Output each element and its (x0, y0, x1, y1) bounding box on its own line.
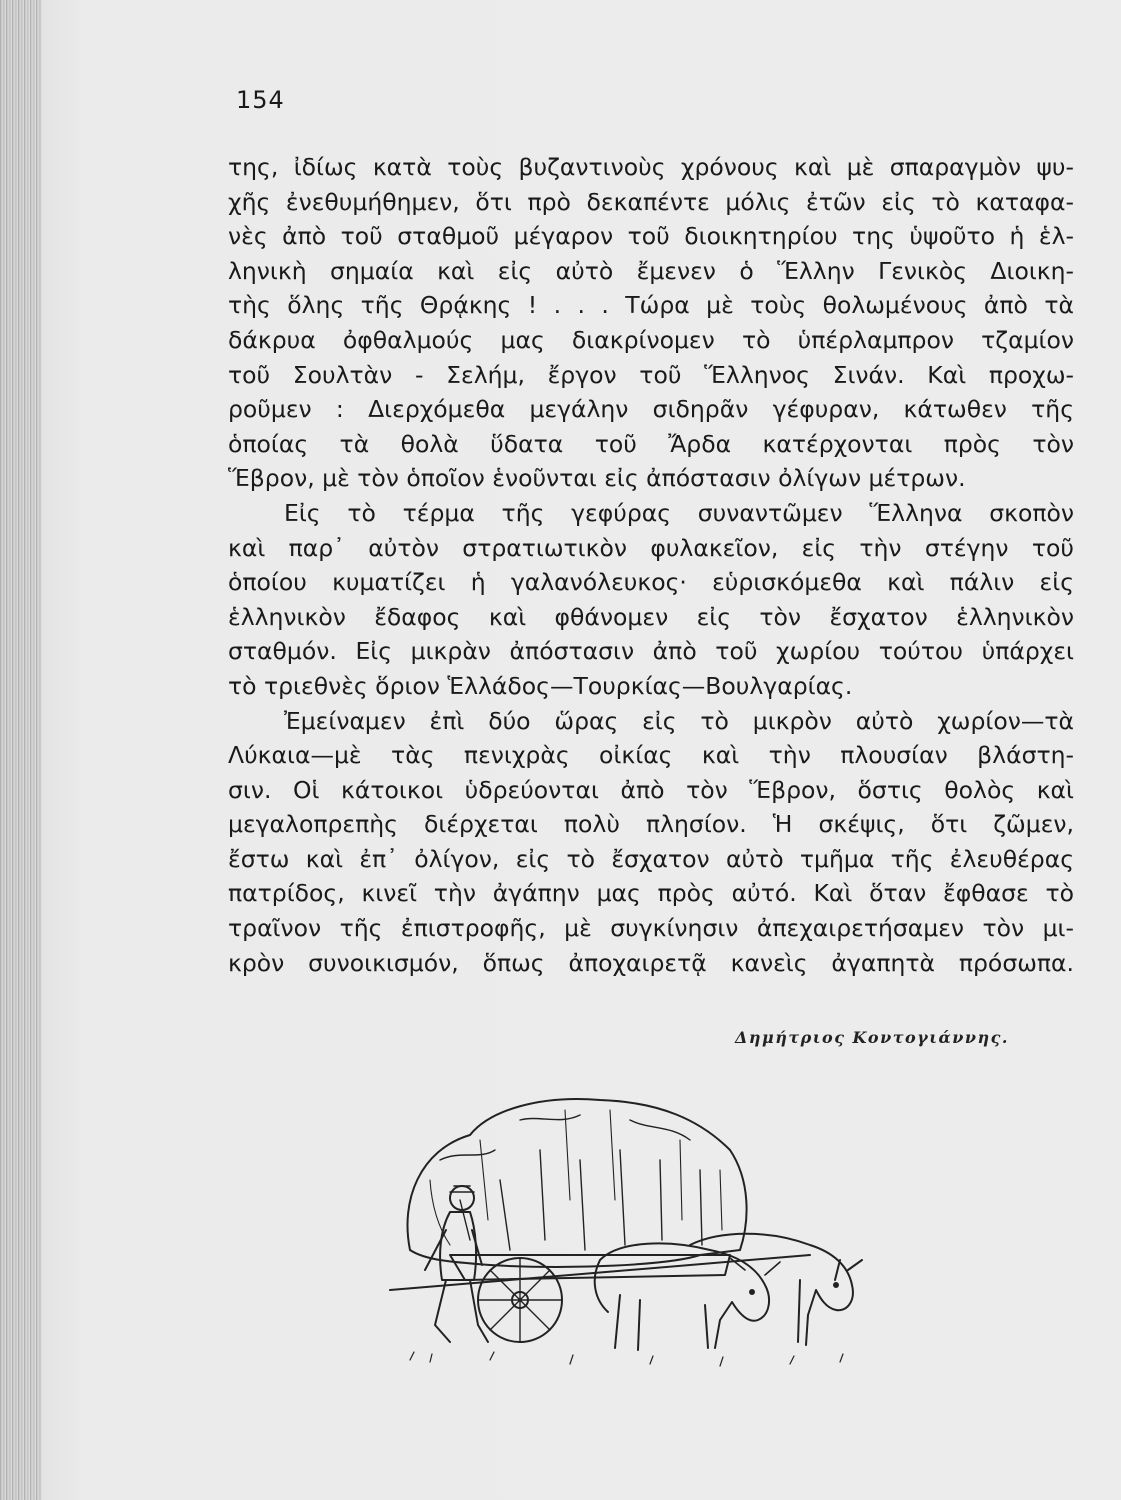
text-line: μεγαλοπρεπὴς διέρχεται πολὺ πλησίον. Ἡ σκέψις, ὅτι ζῶμεν, (228, 810, 1074, 839)
text-line: τραῖνον τῆς ἐπιστροφῆς, μὲ συγκίνησιν ἀπεχαιρετήσαμεν τὸν μι- (228, 914, 1074, 943)
text-line: σιν. Οἱ κάτοικοι ὑδρεύονται ἀπὸ τὸν Ἕβρον, ὅστις θολὸς καὶ (228, 775, 1074, 804)
text-line: χῆς ἐνεθυμήθημεν, ὅτι πρὸ δεκαπέντε μόλις ἐτῶν εἰς τὸ καταφα- (228, 187, 1074, 216)
body-text (228, 150, 1074, 980)
text-line: δάκρυα ὀφθαλμούς μας διακρίνομεν τὸ ὑπέρλαμπρον τζαμίον (228, 325, 1074, 354)
author-signature: Δημήτριος Κοντογιάννης. (735, 1028, 1009, 1047)
text-line: τοῦ Σουλτὰν - Σελήμ, ἔργον τοῦ Ἕλληνος Σινάν. Καὶ προχω- (228, 360, 1074, 389)
page-binding-edge (0, 0, 42, 1500)
text-line: ὁποίου κυματίζει ἡ γαλανόλευκος· εὑρισκόμεθα καὶ πάλιν εἰς (228, 568, 1074, 597)
text-line: ἔστω καὶ ἐπ᾿ ὀλίγον, εἰς τὸ ἔσχατον αὐτὸ τμῆμα τῆς ἐλευθέρας (228, 844, 1074, 873)
page-number: 154 (236, 86, 285, 114)
text-line: της, ἰδίως κατὰ τοὺς βυζαντινοὺς χρόνους καὶ μὲ σπαραγμὸν ψυ- (228, 153, 1074, 181)
text-line: ροῦμεν : Διερχόμεθα μεγάλην σιδηρᾶν γέφυραν, κάτωθεν τῆς (228, 395, 1074, 424)
text-line: κρὸν συνοικισμόν, ὅπως ἀποχαιρετᾷ κανεὶς ἀγαπητὰ πρόσωπα. (228, 948, 1074, 977)
text-line: τὸ τριεθνὲς ὅριον Ἑλλάδος—Τουρκίας—Βουλγαρίας. (228, 671, 853, 700)
text-line: ὁποίας τὰ θολὰ ὕδατα τοῦ Ἄρδα κατέρχονται πρὸς τὸν (228, 429, 1074, 458)
text-line: ἑλληνικὸν ἔδαφος καὶ φθάνομεν εἰς τὸν ἔσχατον ἑλληνικὸν (228, 602, 1074, 631)
text-line: τὴς ὅλης τῆς Θρᾴκης ! . . . Τώρα μὲ τοὺς θολωμένους ἀπὸ τὰ (228, 291, 1074, 320)
text-line: σταθμόν. Εἰς μικρὰν ἀπόστασιν ἀπὸ τοῦ χωρίου τούτου ὑπάρχει (228, 637, 1074, 666)
text-line: καὶ παρ᾿ αὐτὸν στρατιωτικὸν φυλακεῖον, εἰς τὴν στέγην τοῦ (228, 533, 1074, 562)
text-line: Ἐμείναμεν ἐπὶ δύο ὥρας εἰς τὸ μικρὸν αὐτὸ χωρίον—τὰ (284, 706, 1074, 735)
text-line: Λύκαια—μὲ τὰς πενιχρὰς οἰκίας καὶ τὴν πλουσίαν βλάστη- (228, 741, 1074, 770)
text-line: Ἕβρον, μὲ τὸν ὁποῖον ἑνοῦνται εἰς ἀπόστασιν ὀλίγων μέτρων. (228, 464, 966, 493)
text-line: Εἰς τὸ τέρμα τῆς γεφύρας συναντῶμεν Ἕλληνα σκοπὸν (284, 498, 1074, 527)
text-line: ληνικὴ σημαία καὶ εἰς αὐτὸ ἔμενεν ὁ Ἕλλην Γενικὸς Διοικη- (228, 256, 1074, 285)
oxcart-illustration (370, 1080, 890, 1380)
text-line: πατρίδος, κινεῖ τὴν ἀγάπην μας πρὸς αὐτό. Καὶ ὅταν ἔφθασε τὸ (228, 879, 1074, 908)
text-line: νὲς ἀπὸ τοῦ σταθμοῦ μέγαρον τοῦ διοικητηρίου της ὑψοῦτο ἡ ἑλ- (228, 222, 1074, 251)
